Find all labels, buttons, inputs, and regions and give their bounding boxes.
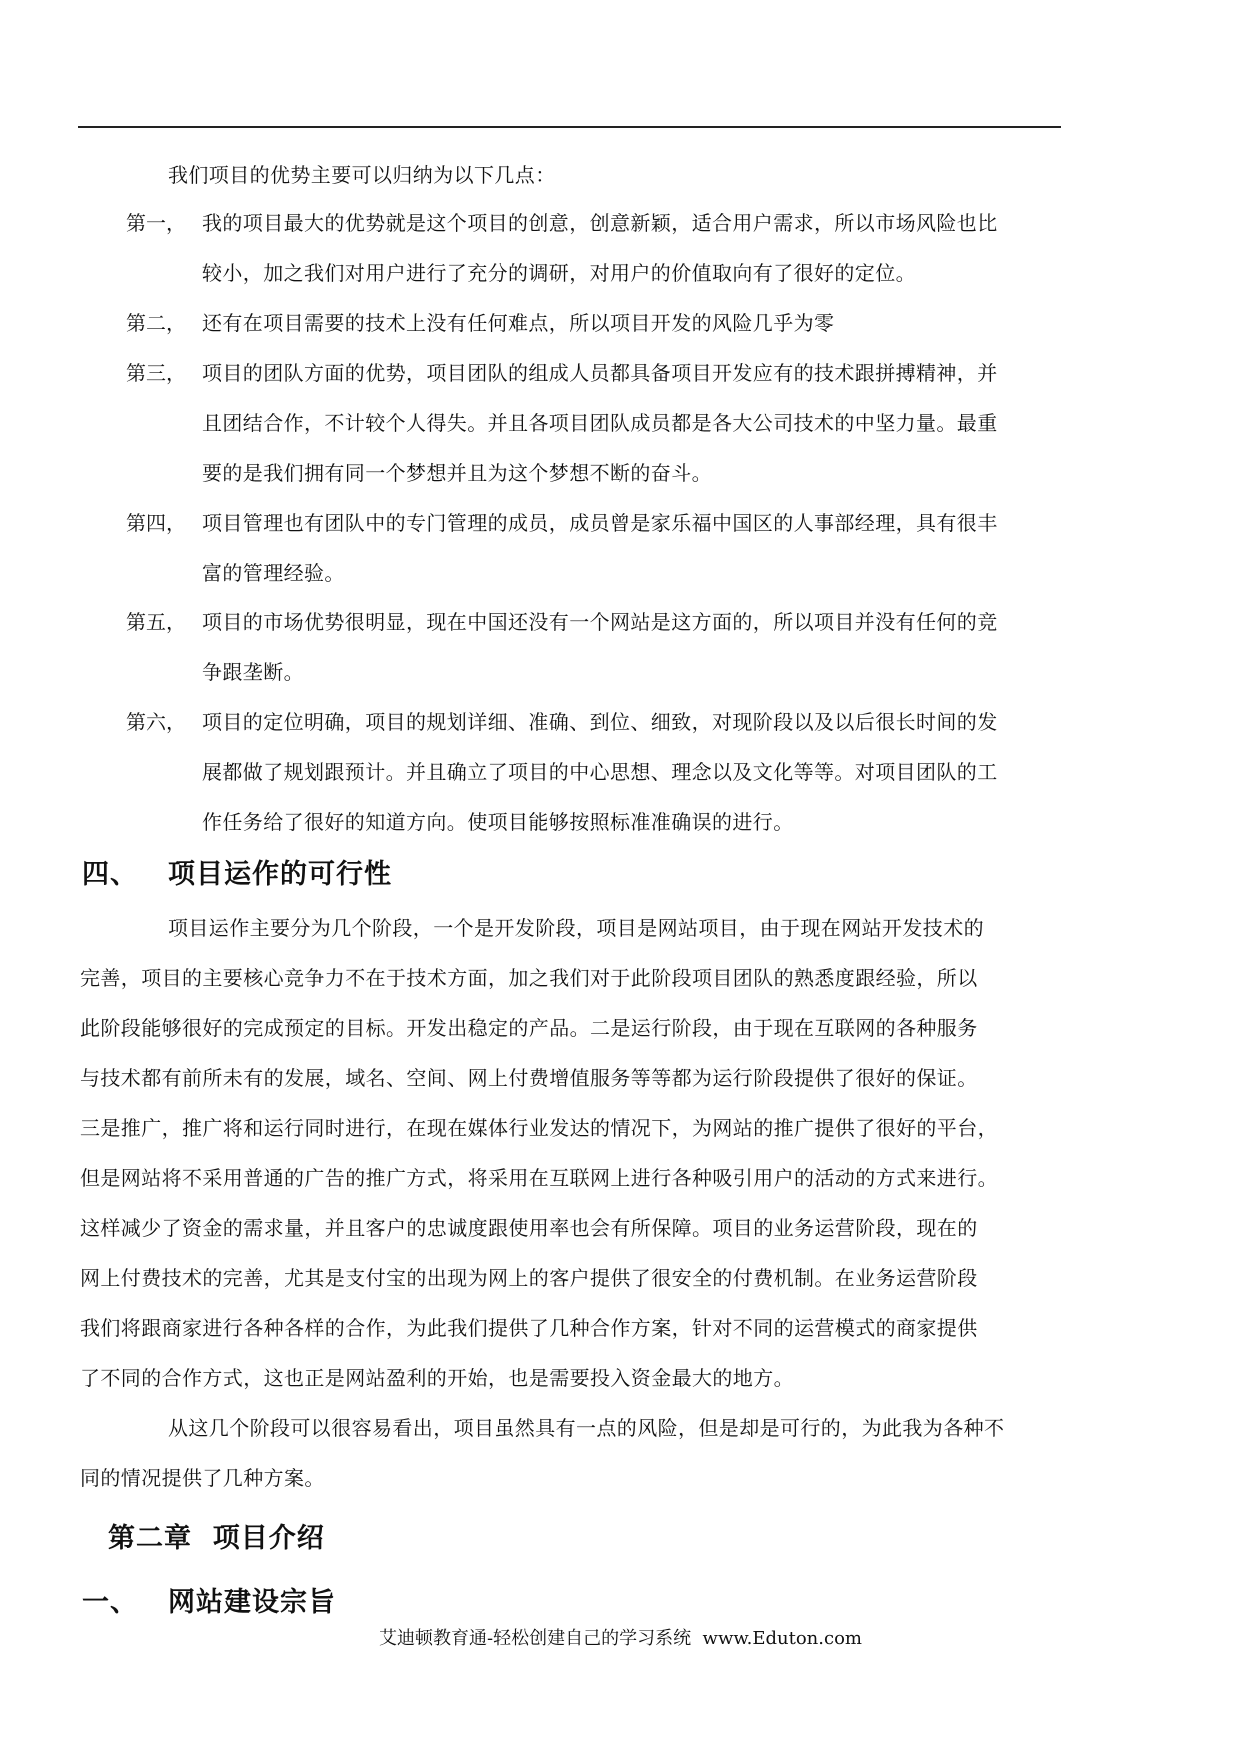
conclusion-line-2: 同的情况提供了几种方案。 [80,1466,325,1490]
advantage-2-line-1: 还有在项目需要的技术上没有任何难点，所以项目开发的风险几乎为零 [202,311,835,335]
body-line-1: 项目运作主要分为几个阶段，一个是开发阶段，项目是网站项目，由于现在网站开发技术的 [168,916,984,940]
body-line-9: 我们将跟商家进行各种各样的合作，为此我们提供了几种合作方案，针对不同的运营模式的商家提供 [80,1316,978,1340]
advantage-5-line-1: 项目的市场优势很明显，现在中国还没有一个网站是这方面的，所以项目并没有任何的竞 [202,610,998,634]
advantage-6-line-3: 作任务给了很好的知道方向。使项目能够按照标准准确误的进行。 [202,810,794,834]
body-line-8: 网上付费技术的完善，尤其是支付宝的出现为网上的客户提供了很安全的付费机制。在业务运营阶段 [80,1266,978,1290]
advantage-5-line-2: 争跟垄断。 [202,660,304,684]
advantage-1-line-2: 较小，加之我们对用户进行了充分的调研，对用户的价值取向有了很好的定位。 [202,261,916,285]
section-1-number: 一、 [82,1587,138,1618]
advantage-3-label: 第三， [126,361,186,385]
body-line-10: 了不同的合作方式，这也正是网站盈利的开始，也是需要投入资金最大的地方。 [80,1366,794,1390]
body-line-6: 但是网站将不采用普通的广告的推广方式，将采用在互联网上进行各种吸引用户的活动的方式来进行。 [80,1166,998,1190]
advantage-4-line-1: 项目管理也有团队中的专门管理的成员，成员曾是家乐福中国区的人事部经理，具有很丰 [202,511,998,535]
body-line-7: 这样减少了资金的需求量，并且客户的忠诚度跟使用率也会有所保障。项目的业务运营阶段，现在的 [80,1216,978,1240]
advantage-6-line-1: 项目的定位明确，项目的规划详细、准确、到位、细致，对现阶段以及以后很长时间的发 [202,710,998,734]
advantage-5-label: 第五， [126,610,186,634]
header-rule [78,126,1061,128]
body-line-3: 此阶段能够很好的完成预定的目标。开发出稳定的产品。二是运行阶段，由于现在互联网的各种服务 [80,1016,978,1040]
advantage-6-line-2: 展都做了规划跟预计。并且确立了项目的中心思想、理念以及文化等等。对项目团队的工 [202,760,998,784]
advantage-2-label: 第二， [126,311,186,335]
page-footer: 艾迪顿教育通-轻松创建自己的学习系统 www.Eduton.com [379,1628,862,1649]
advantage-1-label: 第一， [126,211,186,235]
advantage-3-line-1: 项目的团队方面的优势，项目团队的组成人员都具备项目开发应有的技术跟拼搏精神，并 [202,361,998,385]
body-line-2: 完善，项目的主要核心竞争力不在于技术方面，加之我们对于此阶段项目团队的熟悉度跟经验，所以 [80,966,978,990]
advantage-3-line-2: 且团结合作，不计较个人得失。并且各项目团队成员都是各大公司技术的中坚力量。最重 [202,411,998,435]
advantage-3-line-3: 要的是我们拥有同一个梦想并且为这个梦想不断的奋斗。 [202,461,712,485]
advantage-6-label: 第六， [126,710,186,734]
advantage-1-line-1: 我的项目最大的优势就是这个项目的创意，创意新颖，适合用户需求，所以市场风险也比 [202,211,998,235]
section-4-number: 四、 [82,859,138,890]
section-4-title: 项目运作的可行性 [168,859,392,890]
section-1-title: 网站建设宗旨 [168,1587,336,1618]
body-line-4: 与技术都有前所未有的发展，域名、空间、网上付费增值服务等等都为运行阶段提供了很好的保证。 [80,1066,978,1090]
chapter-2-heading: 第二章 项目介绍 [108,1523,325,1554]
advantage-4-label: 第四， [126,511,186,535]
body-line-5: 三是推广，推广将和运行同时进行，在现在媒体行业发达的情况下，为网站的推广提供了很好的平台， [80,1116,998,1140]
conclusion-line-1: 从这几个阶段可以很容易看出，项目虽然具有一点的风险，但是却是可行的，为此我为各种不 [168,1416,1005,1440]
intro-paragraph: 我们项目的优势主要可以归纳为以下几点： [168,163,556,187]
advantage-4-line-2: 富的管理经验。 [202,561,345,585]
